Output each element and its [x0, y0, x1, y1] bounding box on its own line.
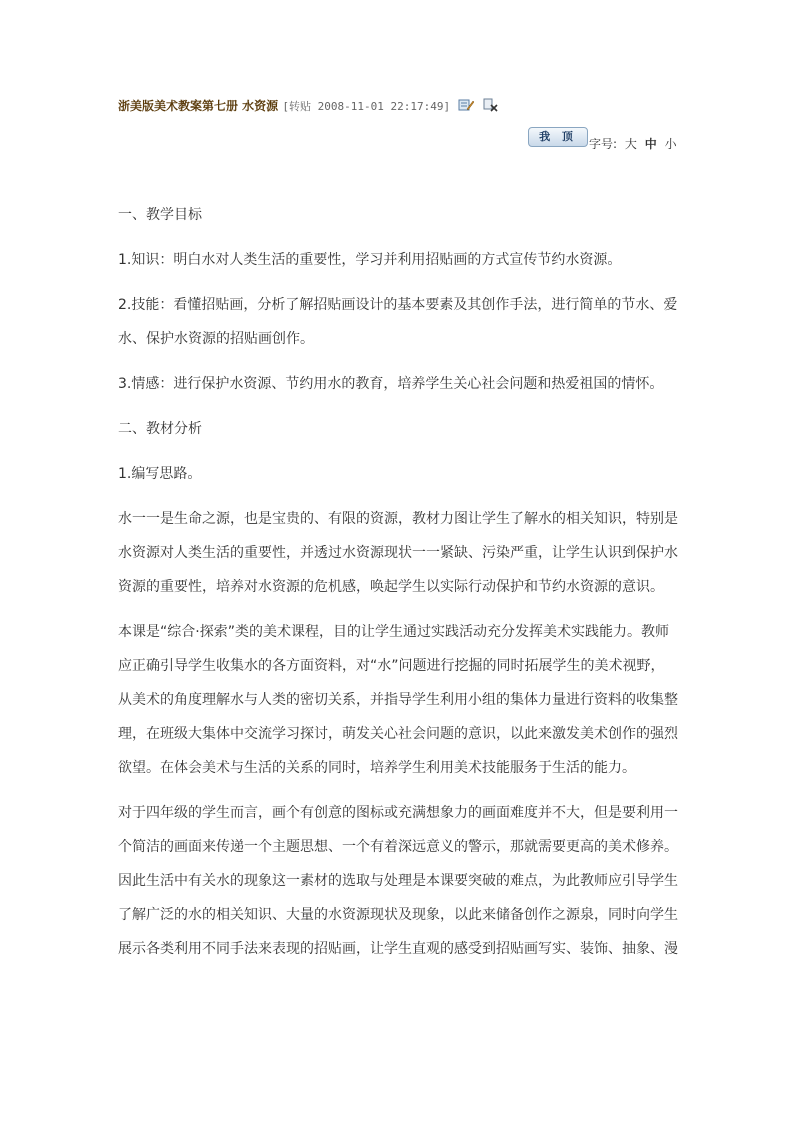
section-heading: 一、教学目标	[118, 207, 202, 223]
font-size-large[interactable]: 大	[624, 137, 637, 151]
paragraph: 水一一是生命之源，也是宝贵的、有限的资源，教材力图让学生了解水的相关知识，特别是水资源对人类生活的重要性，并透过水资源现状一一紧缺、污染严重，让学生认识到保护水资源的重要性，培养对水资源的危机感，唤起学生以实际行动保护和节约水资源的意识。	[118, 511, 678, 595]
section-heading: 二、教材分析	[118, 421, 202, 437]
paragraph: 2.技能：看懂招贴画，分析了解招贴画设计的基本要素及其创作手法，进行简单的节水、爱水、保护水资源的招贴画创作。	[118, 297, 678, 347]
edit-icon[interactable]	[458, 98, 474, 115]
paragraph: 对于四年级的学生而言，画个有创意的图标或充满想象力的画面难度并不大，但是要利用一个简洁的画面来传递一个主题思想、一个有着深远意义的警示，那就需要更高的美术修养。因此生活中有关水的现象这一素材的选取与处理是本课要突破的难点，为此教师应引导学生了解广泛的水的相关知识、大量的水资源现状及现象，以此来储备创作之源泉，同时向学生展示各类利用不同手法来表现的招贴画，让学生直观的感受到招贴画写实、装饰、抽象、漫	[118, 805, 678, 957]
paragraph: 1.知识：明白水对人类生活的重要性，学习并利用招贴画的方式宣传节约水资源。	[118, 252, 622, 268]
vote-button[interactable]: 我 顶	[528, 127, 588, 147]
delete-icon[interactable]	[482, 98, 498, 115]
post-meta: [转贴 2008-11-01 22:17:49]	[282, 100, 451, 113]
post-title: 浙美版美术教案第七册 水资源	[118, 99, 279, 113]
post-content	[118, 198, 678, 977]
font-size-label: 字号:	[589, 137, 618, 151]
font-size-medium[interactable]: 中	[644, 137, 657, 151]
paragraph: 1.编写思路。	[118, 466, 202, 482]
paragraph: 本课是“综合·探索”类的美术课程，目的让学生通过实践活动充分发挥美术实践能力。教师应正确引导学生收集水的各方面资料，对“水”问题进行挖掘的同时拓展学生的美术视野，从美术的角度理解水与人类的密切关系，并指导学生利用小组的集体力量进行资料的收集整理，在班级大集体中交流学习探讨，萌发关心社会问题的意识，以此来激发美术创作的强烈欲望。在体会美术与生活的关系的同时，培养学生利用美术技能服务于生活的能力。	[118, 624, 678, 776]
post-header	[118, 97, 498, 115]
font-size-switcher	[589, 135, 677, 152]
paragraph: 3.情感：进行保护水资源、节约用水的教育，培养学生关心社会问题和热爱祖国的情怀。	[118, 376, 664, 392]
font-size-small[interactable]: 小	[664, 137, 677, 151]
